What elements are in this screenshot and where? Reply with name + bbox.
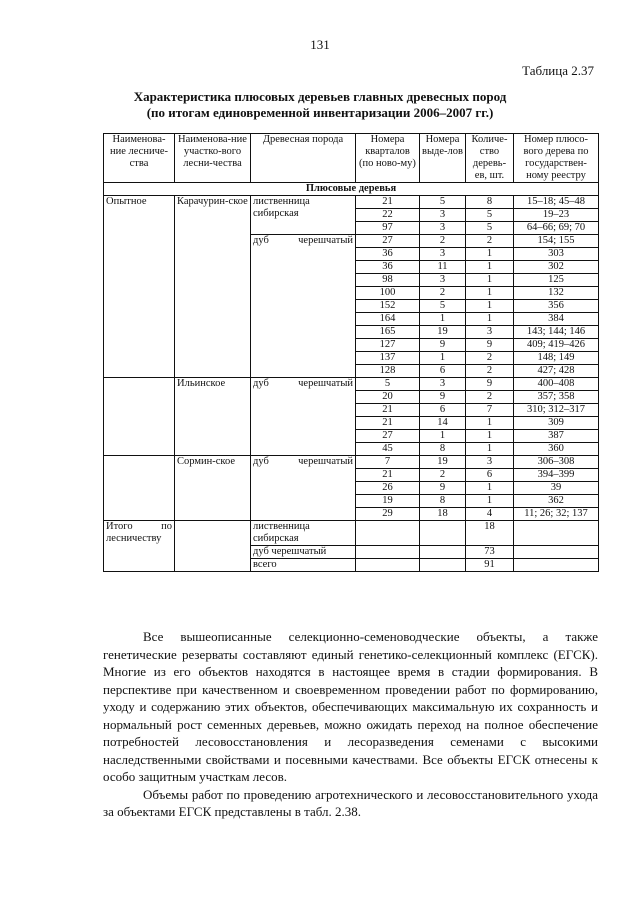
quarter-cell: 128 (356, 365, 420, 378)
quarter-cell: 19 (356, 495, 420, 508)
quarter-cell: 27 (356, 235, 420, 248)
table-title-line-2: (по итогам единовременной инвентаризации 2006–2007 гг.) (146, 105, 494, 120)
plot-cell: 8 (420, 495, 466, 508)
totals-species-cell: всего (251, 559, 356, 572)
registry-cell: 302 (514, 261, 599, 274)
registry-cell: 310; 312–317 (514, 404, 599, 417)
quarter-cell: 98 (356, 274, 420, 287)
district-cell: Карачурин-ское (175, 196, 251, 378)
table-header-row (104, 134, 599, 183)
count-cell: 6 (466, 469, 514, 482)
plot-cell: 11 (420, 261, 466, 274)
registry-cell: 384 (514, 313, 599, 326)
registry-cell: 19–23 (514, 209, 599, 222)
registry-cell: 400–408 (514, 378, 599, 391)
quarter-cell: 97 (356, 222, 420, 235)
count-cell: 2 (466, 391, 514, 404)
plus-trees-table (103, 133, 599, 572)
quarter-cell: 20 (356, 391, 420, 404)
totals-quarter-cell (356, 546, 420, 559)
registry-cell: 154; 155 (514, 235, 599, 248)
count-cell: 1 (466, 443, 514, 456)
header-forestry: Наименова-ние лесниче-ства (104, 134, 175, 183)
species-cell: дуб черешчатый (251, 235, 356, 378)
totals-species-cell: лиственница сибирская (251, 521, 356, 546)
count-cell: 4 (466, 508, 514, 521)
header-count: Количе-ство деревь-ев, шт. (466, 134, 514, 183)
count-cell: 2 (466, 352, 514, 365)
totals-quarter-cell (356, 521, 420, 546)
plot-cell: 3 (420, 248, 466, 261)
plot-cell: 9 (420, 339, 466, 352)
quarter-cell: 36 (356, 248, 420, 261)
registry-cell: 394–399 (514, 469, 599, 482)
plot-cell: 5 (420, 196, 466, 209)
count-cell: 5 (466, 209, 514, 222)
quarter-cell: 27 (356, 430, 420, 443)
plot-cell: 1 (420, 352, 466, 365)
count-cell: 1 (466, 482, 514, 495)
page-number: 131 (310, 37, 330, 52)
quarter-cell: 21 (356, 404, 420, 417)
plot-cell: 3 (420, 274, 466, 287)
totals-plot-cell (420, 521, 466, 546)
paragraph-1: Все вышеописанные селекционно-семеноводческие объекты, а также генетические резерваты составляют единый генетико-селекционный комплекс (ЕГСК). Многие из его объектов находятся в настоящее время в стадии формирования. В перспективе при качественном и своевременном проведении работ по формированию, уходу и содержанию этих объектов, обеспечивающих максимальную их сохранность и нормальный рост семенных деревьев, можно ожидать переход на полное обеспечение потребностей лесовосстановления и лесоразведения семенами с высокими наследственными свойствами и посевными качествами. Все объекты ЕГСК отнесены к особо защитным участкам лесов. (103, 629, 598, 784)
plot-cell: 1 (420, 430, 466, 443)
count-cell: 2 (466, 235, 514, 248)
plot-cell: 9 (420, 482, 466, 495)
totals-plot-cell (420, 559, 466, 572)
registry-cell: 309 (514, 417, 599, 430)
plot-cell: 3 (420, 209, 466, 222)
plot-cell: 18 (420, 508, 466, 521)
plot-cell: 2 (420, 235, 466, 248)
count-cell: 1 (466, 261, 514, 274)
district-cell: Ильинское (175, 378, 251, 456)
forestry-cell (104, 456, 175, 521)
registry-cell: 303 (514, 248, 599, 261)
plot-cell: 2 (420, 469, 466, 482)
district-cell: Сормин-ское (175, 456, 251, 521)
species-cell: лиственница сибирская (251, 196, 356, 235)
table-body (104, 183, 599, 572)
quarter-cell: 165 (356, 326, 420, 339)
quarter-cell: 29 (356, 508, 420, 521)
registry-cell: 64–66; 69; 70 (514, 222, 599, 235)
registry-cell: 39 (514, 482, 599, 495)
plot-cell: 9 (420, 391, 466, 404)
quarter-cell: 21 (356, 417, 420, 430)
quarter-cell: 7 (356, 456, 420, 469)
quarter-cell: 21 (356, 196, 420, 209)
count-cell: 3 (466, 456, 514, 469)
registry-cell: 132 (514, 287, 599, 300)
count-cell: 3 (466, 326, 514, 339)
totals-row (104, 521, 599, 546)
table-row (104, 378, 599, 391)
totals-quarter-cell (356, 559, 420, 572)
count-cell: 9 (466, 339, 514, 352)
registry-cell: 357; 358 (514, 391, 599, 404)
totals-count-cell: 18 (466, 521, 514, 546)
registry-cell: 362 (514, 495, 599, 508)
totals-registry-cell (514, 546, 599, 559)
count-cell: 1 (466, 417, 514, 430)
header-quarters: Номера кварталов (по ново-му) (356, 134, 420, 183)
count-cell: 2 (466, 365, 514, 378)
plot-cell: 6 (420, 365, 466, 378)
table-row (104, 456, 599, 469)
forestry-cell: Опытное (104, 196, 175, 378)
plot-cell: 5 (420, 300, 466, 313)
registry-cell: 409; 419–426 (514, 339, 599, 352)
table-title-line-1: Характеристика плюсовых деревьев главных древесных пород (133, 89, 507, 104)
totals-count-cell: 91 (466, 559, 514, 572)
section-title: Плюсовые деревья (104, 183, 599, 196)
quarter-cell: 36 (356, 261, 420, 274)
species-cell: дуб черешчатый (251, 456, 356, 521)
plot-cell: 19 (420, 456, 466, 469)
plot-cell: 3 (420, 378, 466, 391)
count-cell: 5 (466, 222, 514, 235)
count-cell: 1 (466, 313, 514, 326)
totals-label-cell: Итого по лесничеству (104, 521, 175, 572)
count-cell: 1 (466, 300, 514, 313)
quarter-cell: 100 (356, 287, 420, 300)
plot-cell: 14 (420, 417, 466, 430)
totals-species-cell: дуб черешчатый (251, 546, 356, 559)
count-cell: 1 (466, 287, 514, 300)
plot-cell: 2 (420, 287, 466, 300)
registry-cell: 306–308 (514, 456, 599, 469)
plot-cell: 8 (420, 443, 466, 456)
registry-cell: 356 (514, 300, 599, 313)
totals-registry-cell (514, 521, 599, 546)
count-cell: 8 (466, 196, 514, 209)
plot-cell: 6 (420, 404, 466, 417)
forestry-cell (104, 378, 175, 456)
registry-cell: 11; 26; 32; 137 (514, 508, 599, 521)
registry-cell: 125 (514, 274, 599, 287)
registry-cell: 387 (514, 430, 599, 443)
plot-cell: 19 (420, 326, 466, 339)
totals-plot-cell (420, 546, 466, 559)
quarter-cell: 164 (356, 313, 420, 326)
paragraph-2: Объемы работ по проведению агротехнического и лесовосстановительного ухода за объектами ЕГСК представлены в табл. 2.38. (103, 786, 598, 819)
table-title (70, 89, 570, 121)
header-species: Древесная порода (251, 134, 356, 183)
plot-cell: 3 (420, 222, 466, 235)
totals-count-cell: 73 (466, 546, 514, 559)
quarter-cell: 21 (356, 469, 420, 482)
count-cell: 9 (466, 378, 514, 391)
totals-registry-cell (514, 559, 599, 572)
header-plots: Номера выде-лов (420, 134, 466, 183)
quarter-cell: 45 (356, 443, 420, 456)
count-cell: 1 (466, 274, 514, 287)
count-cell: 7 (466, 404, 514, 417)
quarter-cell: 26 (356, 482, 420, 495)
quarter-cell: 137 (356, 352, 420, 365)
species-cell: дуб черешчатый (251, 378, 356, 456)
quarter-cell: 152 (356, 300, 420, 313)
header-registry-number: Номер плюсо-вого дерева по государствен-ному реестру (514, 134, 599, 183)
count-cell: 1 (466, 248, 514, 261)
registry-cell: 143; 144; 146 (514, 326, 599, 339)
plot-cell: 1 (420, 313, 466, 326)
registry-cell: 427; 428 (514, 365, 599, 378)
totals-district-cell (175, 521, 251, 572)
table-label: Таблица 2.37 (522, 63, 594, 78)
count-cell: 1 (466, 495, 514, 508)
table-row (104, 196, 599, 209)
quarter-cell: 5 (356, 378, 420, 391)
header-district: Наименова-ние участко-вого лесни-чества (175, 134, 251, 183)
registry-cell: 15–18; 45–48 (514, 196, 599, 209)
body-text (103, 628, 598, 821)
section-row (104, 183, 599, 196)
quarter-cell: 127 (356, 339, 420, 352)
registry-cell: 148; 149 (514, 352, 599, 365)
registry-cell: 360 (514, 443, 599, 456)
count-cell: 1 (466, 430, 514, 443)
quarter-cell: 22 (356, 209, 420, 222)
